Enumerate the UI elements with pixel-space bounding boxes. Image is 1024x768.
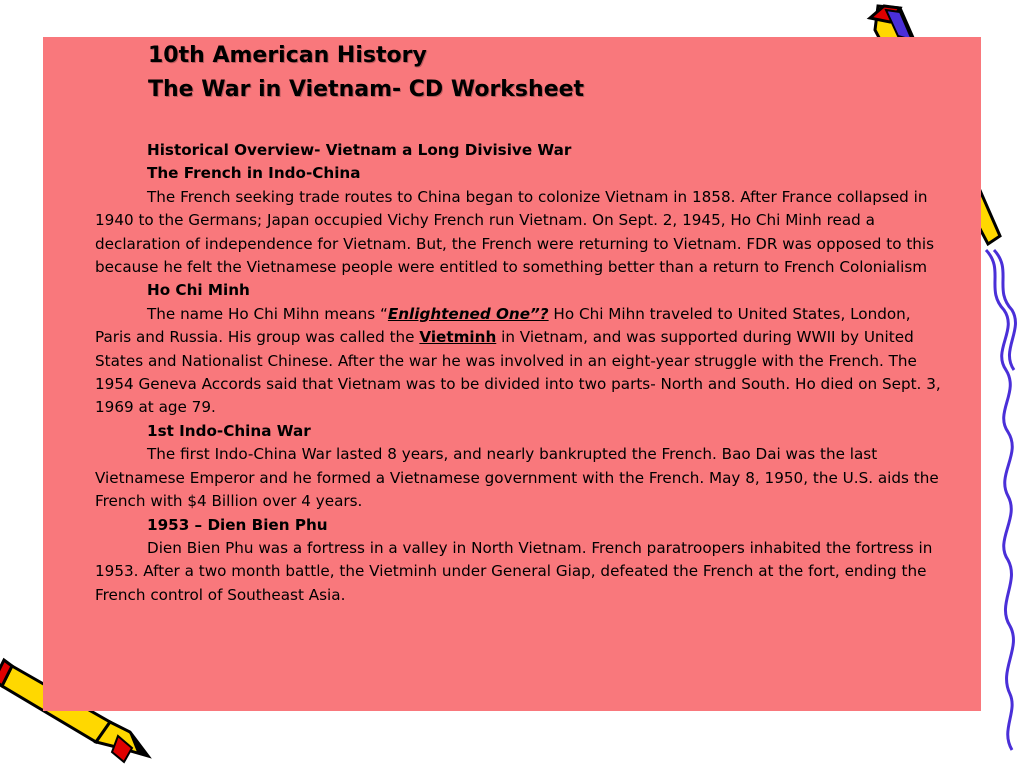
section-paragraph: The French seeking trade routes to China began to colonize Vietnam in 1858. After France collapsed in 1940 to the Germans; Japan occupied Vichy French run Vietnam. On Sept. 2, 1945, Ho Chi Minh read a declaration of independence for Vietnam. But, the French were returning to Vietnam. FDR was opposed to this because he felt the Vietnamese people were entitled to something better than a return to French Colonialism [95, 187, 935, 277]
section-heading: 1953 – Dien Bien Phu [147, 515, 328, 534]
wavy-border-icon [986, 250, 1015, 750]
paragraph-text: in Vietnam, and was supported during WWII by United States and Nationalist Chinese. After the war he was involved in an eight-year struggle with the French. The 1954 Geneva Accords said that Vietnam was to be divided into two parts- North and South. Ho died on Sept. 3, 1969 at age 79. [95, 328, 941, 417]
course-title: 10th American History [148, 43, 427, 68]
worksheet-title: The War in Vietnam- CD Worksheet [148, 77, 585, 102]
emphasized-term: Vietminh [419, 328, 497, 347]
section-heading: Ho Chi Minh [147, 281, 250, 300]
overview-heading: Historical Overview- Vietnam a Long Divisive War [147, 141, 572, 159]
worksheet-body [95, 139, 945, 607]
section-paragraph [95, 303, 945, 420]
section-paragraph: The first Indo-China War lasted 8 years, and nearly bankrupted the French. Bao Dai was the last Vietnamese Emperor and he formed a Vietnamese government with the French. May 8, 1950, the U.S. aids the French with $4 Billion over 4 years. [95, 445, 939, 511]
title-block [148, 39, 584, 107]
section-heading: 1st Indo-China War [147, 421, 311, 440]
section-heading: The French in Indo-China [147, 164, 361, 183]
emphasized-term: Enlightened One”? [387, 304, 549, 323]
paragraph-text: The name Ho Chi Mihn means “ [147, 304, 388, 323]
section-paragraph: Dien Bien Phu was a fortress in a valley in North Vietnam. French paratroopers inhabited the fortress in 1953. After a two month battle, the Vietminh under General Giap, defeated the French at the fort, ending the French control of Southeast Asia. [95, 538, 933, 604]
paragraph-text: Ho Chi Mihn traveled to United States, London, Paris and Russia. His group was called the [95, 304, 911, 347]
